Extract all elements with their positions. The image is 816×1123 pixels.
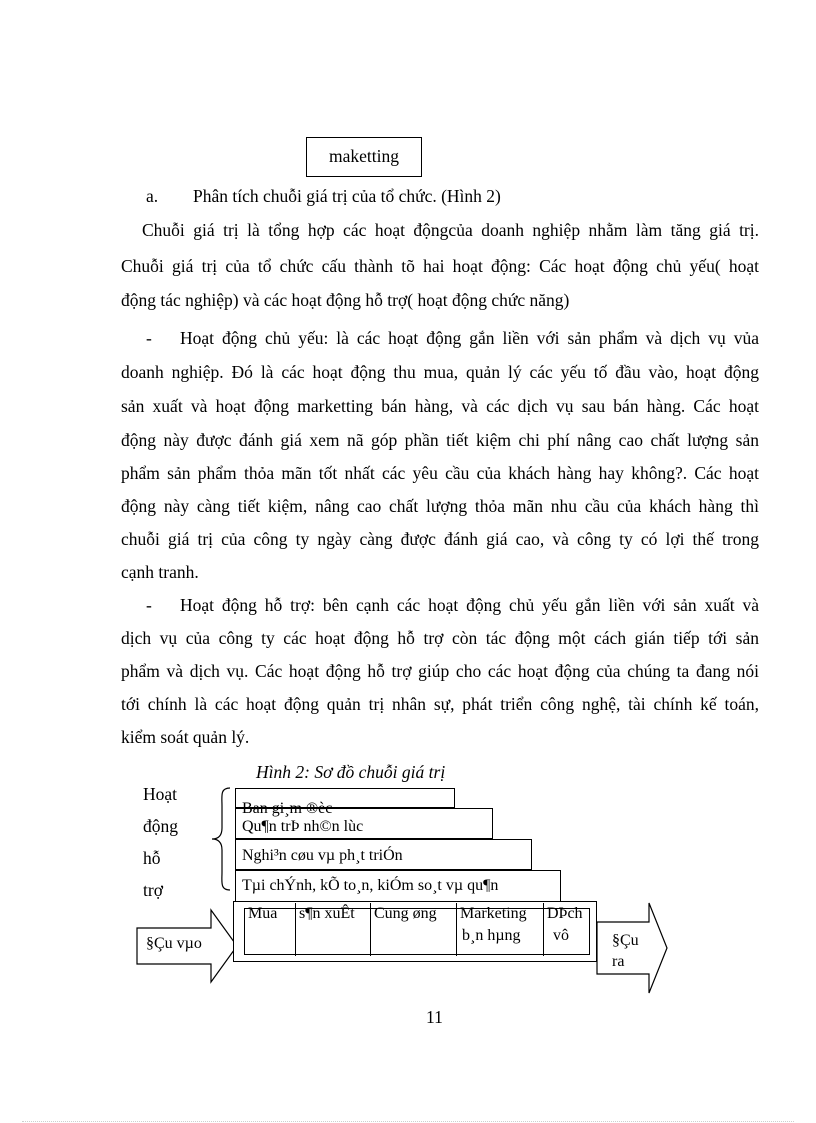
bullet2-line: dịch vụ của công ty các hoạt động hỗ trợ còn tác động một cách gián tiếp tới sản <box>121 628 759 648</box>
bullet1-line: động này được đánh giá xem nã góp phần tiết kiệm chi phí nâng cao chất lượng sản <box>121 430 759 450</box>
bullet1-line: chuỗi giá trị của công ty ngày càng được đánh giá cao, và công ty có lợi thế trong <box>121 529 759 549</box>
support-label: Ban gi¸m ®èc <box>242 800 333 817</box>
primary-activities-frame <box>233 901 597 962</box>
bullet1-line: động này càng tiết kiệm, nâng cao chất lượng thỏa mãn nhu cầu của khách hàng thì <box>121 496 759 516</box>
bullet-dash: - <box>146 595 152 615</box>
primary-cell-label: s¶n xuÊt <box>299 905 355 922</box>
side-label-line: Hoạt <box>143 784 178 804</box>
primary-cell-service <box>544 903 591 956</box>
section-heading-text: Phân tích chuỗi giá trị của tổ chức. (Hình 2) <box>193 186 501 206</box>
primary-cell-label: vô <box>553 927 569 944</box>
output-label <box>612 930 639 972</box>
heading-label: a. <box>146 186 159 206</box>
support-label: Qu¶n trÞ nh©n lùc <box>242 818 364 835</box>
side-label-line: hỗ <box>143 848 161 868</box>
bullet2-line: tới chính là các hoạt động quản trị nhân sự, phát triển công nghệ, tài chính kế toán, <box>121 694 759 714</box>
support-bar-management <box>235 788 455 817</box>
input-label: §Çu vµo <box>146 935 202 952</box>
curly-brace-icon <box>208 786 234 892</box>
bullet2-line: phẩm và dịch vụ. Các hoạt động hỗ trợ giúp cho các hoạt động của chúng ta đang nói <box>121 661 759 681</box>
bullet2-line: kiểm soát quản lý. <box>121 727 250 747</box>
side-label-line: động <box>143 816 178 836</box>
bullet2-line: Hoạt động hỗ trợ: bên cạnh các hoạt động chủ yếu gắn liền với sản xuất và <box>180 595 759 615</box>
support-label: Nghi³n cøu vµ ph¸t triÓn <box>242 847 403 864</box>
para1-line: động tác nghiệp) và các hoạt động hỗ trợ( hoạt động chức năng) <box>121 290 570 310</box>
page-number: 11 <box>426 1007 443 1027</box>
side-label-line: trợ <box>143 880 163 900</box>
primary-activities-row <box>244 905 590 955</box>
support-bar-finance <box>235 870 561 902</box>
bullet1-line: Hoạt động chủ yếu: là các hoạt động gắn liền với sản phẩm và dịch vụ vủa <box>180 328 759 348</box>
primary-cell-label: DÞch <box>547 905 583 922</box>
primary-cell-label: b¸n hµng <box>462 927 521 944</box>
support-bar-rnd <box>235 839 532 870</box>
maketting-label: maketting <box>329 146 399 166</box>
figure-caption: Hình 2: Sơ đồ chuỗi giá trị <box>256 762 446 782</box>
primary-cell-purchase <box>245 903 296 956</box>
bullet-dash: - <box>146 328 152 348</box>
para1-line: Chuỗi giá trị là tổng hợp các hoạt độngcủa doanh nghiệp nhằm làm tăng giá trị. <box>142 220 759 240</box>
bullet1-line: sản xuất và hoạt động marketting bán hàng, và các dịch vụ sau bán hàng. Các hoạt <box>121 396 759 416</box>
support-label: Tµi chÝnh, kÕ to¸n, kiÓm so¸t vµ qu¶n <box>242 877 499 894</box>
primary-cell-production <box>296 903 371 956</box>
primary-cell-marketing <box>457 903 544 956</box>
section-heading <box>146 180 158 213</box>
primary-cell-label: Cung øng <box>374 905 437 922</box>
bullet1-line: phẩm sản phẩm thỏa mãn tốt nhất các yêu cầu của khách hàng hay không?. Các hoạt <box>121 463 759 483</box>
output-label-line: ra <box>612 953 625 970</box>
page-bottom-divider <box>22 1121 794 1122</box>
output-label-line: §Çu <box>612 932 639 949</box>
primary-cell-label: Marketing <box>460 905 527 922</box>
primary-cell-label: Mua <box>248 905 278 922</box>
maketting-box <box>306 137 422 177</box>
primary-cell-supply <box>371 903 457 956</box>
bullet1-line: doanh nghiệp. Đó là các hoạt động thu mua, quản lý các yếu tố đầu vào, hoạt động <box>121 362 759 382</box>
bullet1-line: cạnh tranh. <box>121 562 199 582</box>
support-side-label <box>143 778 178 906</box>
para1-line: Chuỗi giá trị của tổ chức cấu thành tõ hai hoạt động: Các hoạt động chủ yếu( hoạt <box>121 256 759 276</box>
